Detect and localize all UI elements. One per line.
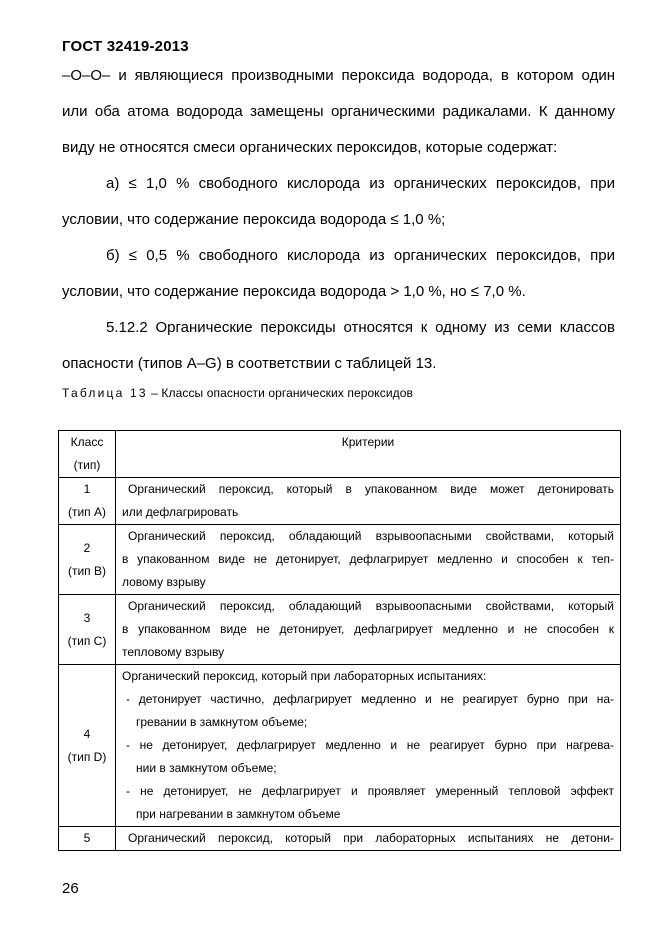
text-line: условии, что содержание пероксида водорода ≤ 1,0 %; (62, 211, 446, 228)
criteria-cell (116, 827, 621, 851)
criteria-cell (116, 478, 621, 525)
table-row (59, 595, 621, 665)
criteria-list-item-cont: гревании в замкнутом объеме; (136, 715, 308, 729)
criteria-line: или дефлагрировать (122, 505, 239, 519)
class-number: 4 (83, 726, 91, 741)
criteria-cell (116, 665, 621, 827)
document-header: ГОСТ 32419-2013 (62, 38, 189, 55)
paragraph-definition (62, 58, 615, 382)
criteria-cell (116, 595, 621, 665)
criteria-line: ловому взрыву (122, 575, 206, 589)
class-type: (тип B) (67, 563, 107, 578)
criteria-list-item-cont: нии в замкнутом объеме; (136, 761, 277, 775)
criteria-line: в упакованном виде не детонирует, дефлагрирует медленно и не способен к (122, 622, 614, 636)
criteria-cell (116, 525, 621, 595)
table-header-row (59, 431, 621, 478)
table-row (59, 478, 621, 525)
table-caption (62, 386, 413, 400)
table-row (59, 827, 621, 851)
text-line: или оба атома водорода замещены органическими радикалами. К данному (62, 103, 615, 120)
text-line: –O–O– и являющиеся производными пероксида водорода, в котором один (62, 67, 615, 84)
header-class-line: (тип) (73, 458, 101, 472)
table-row (59, 665, 621, 827)
class-number: 2 (83, 540, 91, 555)
text-line: опасности (типов A–G) в соответствии с таблицей 13. (62, 355, 437, 372)
criteria-line: Органический пероксид, обладающий взрывоопасными свойствами, который (128, 599, 614, 613)
class-number: 3 (83, 610, 91, 625)
class-cell (59, 827, 116, 851)
class-cell (59, 595, 116, 665)
table-caption-label: Таблица 13 (62, 386, 148, 400)
page-number: 26 (62, 880, 79, 897)
class-type: (тип A) (67, 505, 107, 519)
class-cell (59, 525, 116, 595)
criteria-list-item: - не детонирует, дефлагрирует медленно и не реагирует бурно при нагрева- (126, 738, 614, 752)
class-cell (59, 478, 116, 525)
class-number: 5 (83, 831, 91, 845)
header-criteria (116, 431, 621, 478)
header-class (59, 431, 116, 478)
criteria-list-item: - детонирует частично, дефлагрирует медленно и не реагирует бурно при на- (126, 692, 614, 706)
hazard-classes-table (58, 430, 621, 851)
criteria-line: Органический пероксид, который в упакованном виде может детонировать (128, 482, 614, 496)
criteria-line: Органический пероксид, обладающий взрывоопасными свойствами, который (128, 529, 614, 543)
text-line: условии, что содержание пероксида водорода > 1,0 %, но ≤ 7,0 %. (62, 283, 526, 300)
text-line: 5.12.2 Органические пероксиды относятся к одному из семи классов (106, 319, 615, 336)
criteria-line: Органический пероксид, который при лабораторных испытаниях не детони- (128, 831, 614, 845)
table-caption-text: – Классы опасности органических пероксидов (147, 386, 414, 400)
class-type: (тип C) (67, 633, 107, 648)
criteria-line: в упакованном виде не детонирует, дефлагрирует медленно и способен к теп- (122, 552, 614, 566)
table-row (59, 525, 621, 595)
class-type: (тип D) (67, 749, 107, 764)
criteria-list-item-cont: при нагревании в замкнутом объеме (136, 807, 341, 821)
criteria-list-item: - не детонирует, не дефлагрирует и проявляет умеренный тепловой эффект (126, 784, 614, 798)
criteria-line: Органический пероксид, который при лабораторных испытаниях: (122, 669, 487, 683)
criteria-line: тепловому взрыву (122, 645, 225, 659)
text-line: б) ≤ 0,5 % свободного кислорода из органических пероксидов, при (106, 247, 615, 264)
class-cell (59, 665, 116, 827)
text-line: виду не относятся смеси органических пероксидов, которые содержат: (62, 139, 558, 156)
text-line: а) ≤ 1,0 % свободного кислорода из органических пероксидов, при (106, 175, 615, 192)
header-class-line: Класс (70, 435, 104, 449)
class-number: 1 (83, 482, 91, 496)
header-criteria-label: Критерии (341, 435, 395, 449)
